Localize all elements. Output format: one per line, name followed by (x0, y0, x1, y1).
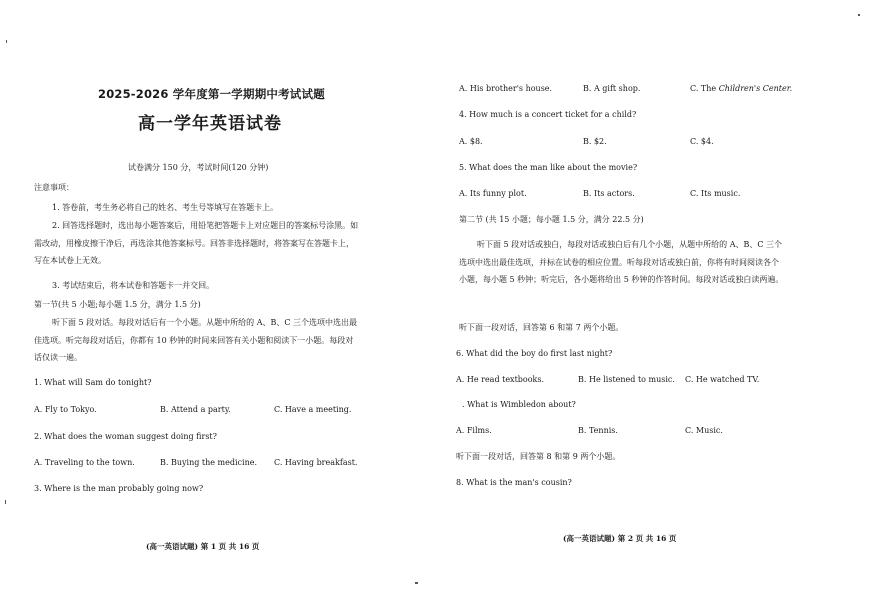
question-5: 5. What does the man like about the movie? (459, 163, 638, 172)
option-3c-italic: Children's Center. (718, 84, 793, 93)
option-7b: B. Tennis. (578, 426, 618, 435)
subject-title: 高一学年英语试卷 (138, 114, 282, 134)
option-3c-prefix: C. The (690, 84, 719, 93)
option-3c (690, 84, 792, 94)
option-4b: B. $2. (583, 137, 607, 146)
note-1: 1. 答卷前，考生务必将自己的姓名、考生号等填写在答题卡上。 (52, 203, 279, 212)
question-4: 4. How much is a concert ticket for a child? (459, 110, 637, 119)
section2-instructions: 听下面 5 段对话或独白，每段对话或独白后有几个小题，从题中所给的 A、B、C 三个选项中选出最佳选项，并标在试卷的相应位置。听每段对话或独白前，你将有时间阅读各个小题，每小题 5 秒钟；听完后，各小题将给出 5 秒钟的作答时间。每段对话或独白读两遍。 (459, 240, 784, 284)
option-7a: A. Films. (456, 426, 492, 435)
option-4c: C. $4. (690, 137, 714, 146)
option-3a: A. His brother's house. (459, 84, 553, 93)
option-3b: B. A gift shop. (583, 84, 641, 93)
question-6: 6. What did the boy do first last night? (456, 349, 613, 358)
option-4a: A. $8. (459, 137, 483, 146)
option-2a: A. Traveling to the town. (34, 458, 135, 467)
question-3: 3. Where is the man probably going now? (34, 484, 204, 493)
option-2c: C. Having breakfast. (274, 458, 358, 467)
question-8: 8. What is the man's cousin? (456, 478, 572, 487)
notes-heading: 注意事项： (34, 183, 74, 192)
scan-mark (415, 582, 418, 584)
scan-mark (5, 500, 6, 504)
exam-info: 试卷满分 150 分，考试时间(120 分钟) (128, 163, 269, 172)
dialog-6-intro: 听下面一段对话，回答第 6 和第 7 两个小题。 (459, 323, 624, 332)
option-5a: A. Its funny plot. (459, 189, 527, 198)
option-5b: B. Its actors. (583, 189, 635, 198)
option-7c: C. Music. (685, 426, 723, 435)
section1-heading: 第一节(共 5 小题;每小题 1.5 分，满分 1.5 分) (34, 300, 201, 309)
option-6b: B. He listened to music. (578, 375, 675, 384)
question-1: 1. What will Sam do tonight? (34, 378, 152, 387)
option-6c: C. He watched TV. (685, 375, 760, 384)
option-6a: A. He read textbooks. (456, 375, 545, 384)
scan-mark (858, 14, 860, 16)
right-footer: (高一英语试题) 第 2 页 共 16 页 (563, 534, 677, 543)
section2-heading: 第二节 (共 15 小题；每小题 1.5 分，满分 22.5 分) (459, 215, 644, 224)
option-1a: A. Fly to Tokyo. (34, 405, 97, 414)
left-footer: (高一英语试题) 第 1 页 共 16 页 (146, 542, 260, 551)
note-2: 2. 回答选择题时，选出每小题答案后，用铅笔把答题卡上对应题目的答案标号涂黑。如需改动，用橡皮擦干净后，再选涂其他答案标号。回答非选择题时，将答案写在答题卡上，写在本试卷上无效。 (34, 221, 359, 265)
section1-instructions: 听下面 5 段对话。每段对话后有一个小题。从题中所给的 A、B、C 三个选项中选出最佳选项。听完每段对话后，你都有 10 秒钟的时间来回答有关小题和阅读下一小题。每段对话仅读一遍。 (34, 318, 358, 362)
question-2: 2. What does the woman suggest doing first? (34, 432, 217, 441)
scan-mark (6, 40, 7, 43)
question-7: . What is Wimbledon about? (462, 400, 576, 409)
option-1c: C. Have a meeting. (274, 405, 352, 414)
option-2b: B. Buying the medicine. (160, 458, 258, 467)
note-3: 3. 考试结束后，将本试卷和答题卡一并交回。 (52, 281, 215, 290)
exam-title: 2025-2026 学年度第一学期期中考试试题 (98, 87, 325, 101)
option-1b: B. Attend a party. (160, 405, 231, 414)
dialog-8-intro: 听下面一段对话，回答第 8 和第 9 两个小题。 (456, 452, 621, 461)
option-5c: C. Its music. (690, 189, 741, 198)
